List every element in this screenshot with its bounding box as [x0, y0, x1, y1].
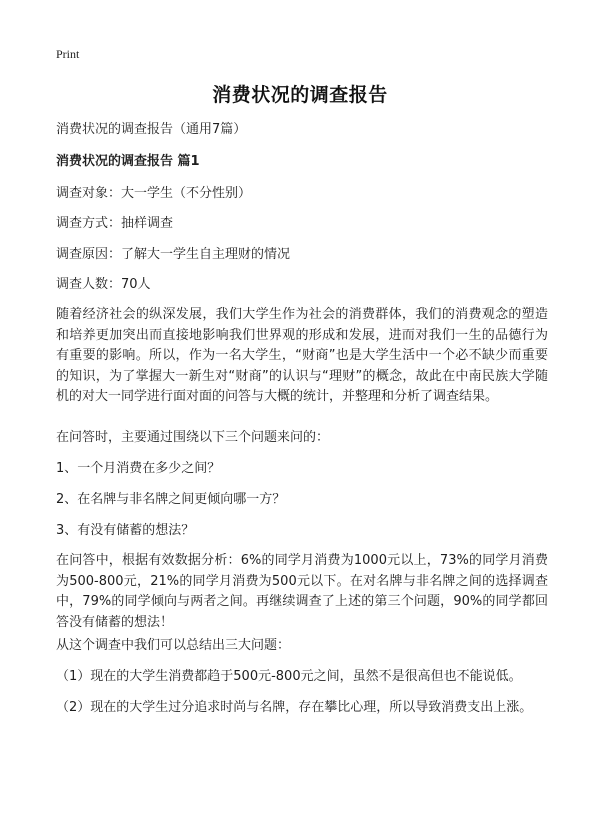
section-heading: 消费状况的调查报告 篇1: [56, 154, 200, 169]
finding-item: （1）现在的大学生消费都趋于500元-800元之间，虽然不是很高但也不能说低。: [56, 669, 522, 684]
print-label: Print: [56, 47, 80, 61]
finding-item: （2）现在的大学生过分追求时尚与名牌，存在攀比心理，所以导致消费支出上涨。: [56, 700, 533, 715]
question-item: 1、一个月消费在多少之间？: [56, 461, 221, 476]
document-title: 消费状况的调查报告: [212, 84, 388, 106]
survey-target: 调查对象：大一学生（不分性别）: [56, 186, 252, 201]
questions-intro: 在问答时，主要通过围绕以下三个问题来问的：: [56, 430, 330, 445]
intro-paragraph: 随着经济社会的纵深发展，我们大学生作为社会的消费群体，我们的消费观念的塑造和培养更加突出而直接地影响我们世界观的形成和发展，进而对我们一生的品德行为有重要的影响。所以，作为一名大学生，“财商”也是大学生活中一个必不缺少而重要的知识，为了掌握大一新生对“财商”的认识与“理财”的概念，故此在中南民族大学随机的对大一同学进行面对面的问答与大概的统计，并整理和分析了调查结果。: [56, 307, 548, 404]
summary-intro: 从这个调查中我们可以总结出三大问题：: [56, 638, 291, 653]
document-subtitle: 消费状况的调查报告（通用7篇）: [56, 122, 247, 137]
question-item: 2、在名牌与非名牌之间更倾向哪一方？: [56, 492, 286, 507]
survey-count: 调查人数：70人: [56, 277, 151, 292]
survey-method: 调查方式：抽样调查: [56, 216, 174, 231]
question-item: 3、有没有储蓄的想法？: [56, 523, 195, 538]
analysis-paragraph: 在问答中，根据有效数据分析：6%的同学月消费为1000元以上，73%的同学月消费为500-800元，21%的同学月消费为500元以下。在对名牌与非名牌之间的选择调查中，79%的同学倾向与两者之间。再继续调查了上述的第三个问题，90%的同学都回答没有储蓄的想法！: [56, 553, 548, 630]
survey-reason: 调查原因：了解大一学生自主理财的情况: [56, 247, 291, 262]
